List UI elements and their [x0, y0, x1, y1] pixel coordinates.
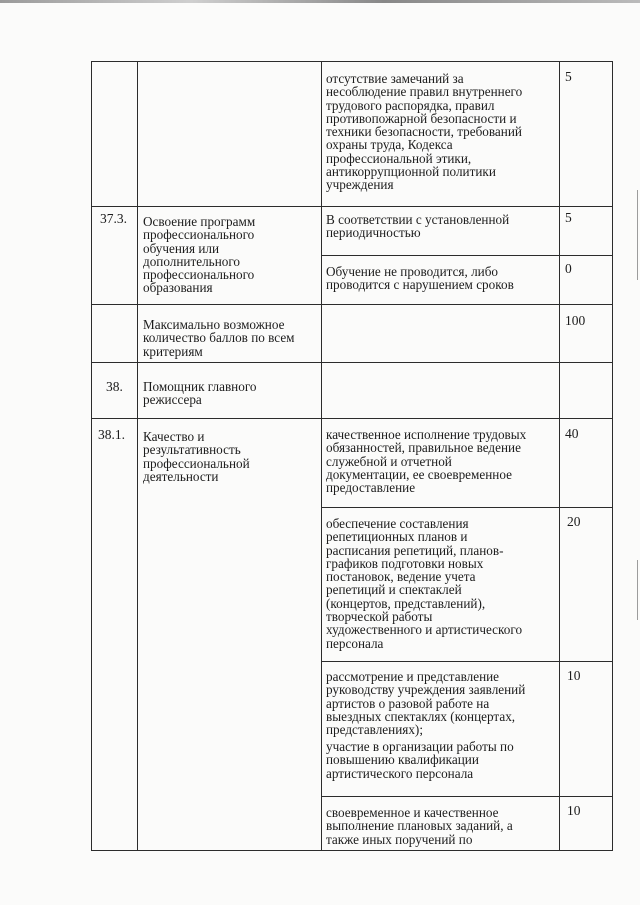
criterion-text: отсутствие замечаний за несоблюдение правил внутреннего трудового распорядка, правил противопожарной безопасности и техники безопасности, требований охраны труда, Кодекса профессиональной этики, антикоррупционной политики учреждения: [326, 71, 523, 193]
criteria-divider: [321, 507, 613, 508]
table-border-bottom: [91, 850, 613, 851]
criterion-text: Обучение не проводится, либо проводится с нарушением сроков: [326, 264, 514, 293]
criterion-score: 5: [565, 69, 572, 84]
scan-right-edge-lower: [637, 560, 638, 620]
criterion-text-continued: участие в организации работы по повышению квалификации артистического персонала: [326, 739, 514, 781]
row-divider: [91, 206, 613, 207]
row-divider: [91, 362, 613, 363]
row-number: 37.3.: [100, 211, 127, 226]
column-divider-number: [137, 61, 138, 851]
criterion-score: 20: [567, 514, 581, 529]
indicator-text: Качество и результативность профессиональной деятельности: [143, 429, 250, 484]
scan-right-edge: [637, 190, 638, 280]
criterion-score: 0: [565, 261, 572, 276]
criterion-score: 10: [567, 803, 581, 818]
max-score-value: 100: [565, 313, 586, 328]
position-title: Помощник главного режиссера: [143, 379, 257, 408]
column-divider-indicator: [321, 61, 322, 851]
criterion-score: 40: [565, 426, 579, 441]
column-divider-criteria: [559, 61, 560, 851]
criterion-text: рассмотрение и представление руководству учреждения заявлений артистов о разовой работе на выездных спектаклях (концертах, представлениях);: [326, 669, 526, 738]
criterion-text: своевременное и качественное выполнение плановых заданий, а также иных поручений по: [326, 805, 513, 847]
criterion-score: 5: [565, 210, 572, 225]
criteria-divider: [321, 255, 613, 256]
row-number: 38.1.: [98, 427, 125, 442]
table-border-left: [91, 61, 92, 851]
criterion-text: качественное исполнение трудовых обязанностей, правильное ведение служебной и отчетной документации, ее своевременное предоставление: [326, 427, 527, 496]
criterion-text: обеспечение составления репетиционных планов и расписания репетиций, планов- графиков подготовки новых постановок, ведение учета репетиций и спектаклей (концертов, представлений), творческой работы художественного и артистического персонала: [326, 516, 523, 651]
row-number: 38.: [106, 379, 123, 394]
criterion-score: 10: [567, 668, 581, 683]
criteria-divider: [321, 661, 613, 662]
criteria-divider: [321, 796, 613, 797]
row-divider: [91, 418, 613, 419]
table-border-top: [91, 61, 613, 62]
indicator-text: Освоение программ профессионального обучения или дополнительного профессионального образования: [143, 214, 256, 296]
max-score-label: Максимально возможное количество баллов по всем критериям: [143, 317, 295, 359]
row-divider: [91, 304, 613, 305]
table-border-right: [612, 61, 613, 851]
scan-top-edge: [0, 0, 640, 3]
criterion-text: В соответствии с установленной периодичностью: [326, 212, 510, 241]
